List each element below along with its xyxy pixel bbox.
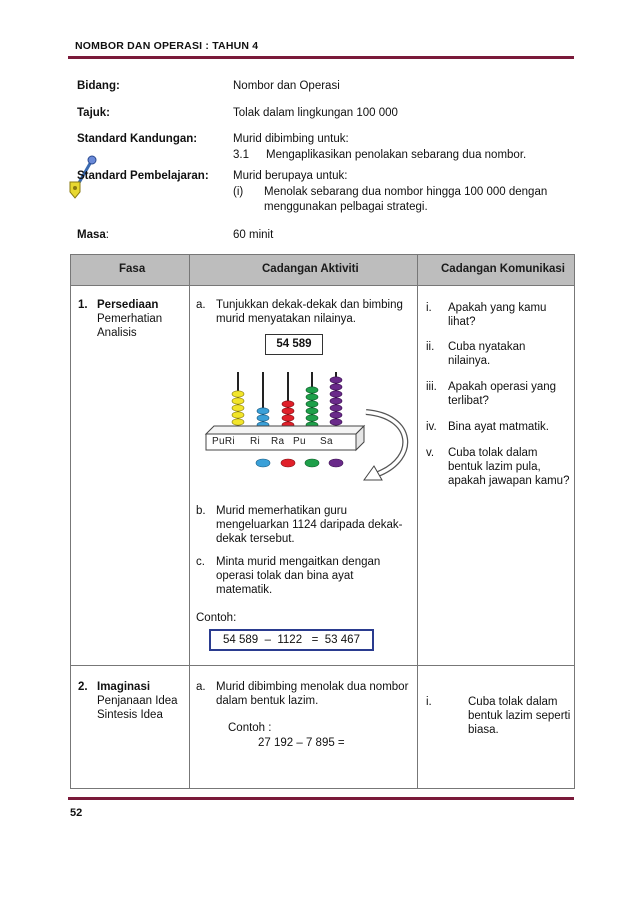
k3-marker: iii. [426,381,437,393]
k2-line2: nilainya. [448,355,491,367]
sp-number: (i) [233,186,244,198]
k3-line1: Apakah operasi yang [448,381,557,393]
row1-contoh: Contoh: [196,612,237,624]
row1-a-marker: a. [196,299,206,311]
row1-b-line1: Murid memerhatikan guru [216,505,348,517]
row1-c-text [216,555,380,597]
table-border-right [574,254,575,789]
row2-fasa-sub2: Sintesis Idea [97,709,163,721]
tajuk-value: Tolak dalam lingkungan 100 000 [233,107,398,119]
k1-line2: lihat? [448,316,476,328]
row2-example: 27 192 – 7 895 = [258,737,345,749]
row2-a-marker: a. [196,681,206,693]
k5-text [448,446,569,488]
row1-fasa-number: 1. [78,299,88,311]
k5-line2: bentuk lazim pula, [448,461,541,473]
row1-c-line1: Minta murid mengaitkan dengan [216,556,381,568]
table-row-divider [70,665,575,666]
k4-marker: iv. [426,421,437,433]
row2-k-line3: biasa. [468,724,499,736]
row2-a-line1: Murid dibimbing menolak dua nombor [216,681,409,693]
abacus-number-box: 54 589 [265,334,323,355]
footer-divider [68,797,574,800]
abacus-label-pu: Pu [293,436,306,447]
row1-c-marker: c. [196,556,205,568]
row1-equation-box: 54 589 – 1122 = 53 467 [209,629,374,651]
abacus-label-sa: Sa [320,436,333,447]
sk-number: 3.1 [233,149,249,161]
row1-b-text [216,504,402,546]
running-header: NOMBOR DAN OPERASI : TAHUN 4 [75,40,259,52]
row1-c-line2: operasi tolak dan bina ayat [216,570,354,582]
row2-k-line2: bentuk lazim seperti [468,710,571,722]
header-divider [68,56,574,59]
table-border-bottom [70,788,575,789]
row1-a-line1: Tunjukkan dekak-dekak dan bimbing [216,299,403,311]
row1-b-line3: dekak tersebut. [216,533,295,545]
row2-fasa-sub1: Penjanaan Idea [97,695,178,707]
row1-a-line2: murid menyatakan nilainya. [216,313,356,325]
header-cadangan-komunikasi: Cadangan Komunikasi [441,263,565,275]
row1-fasa [78,298,88,312]
standard-pembelajaran-label: Standard Pembelajaran: [77,170,209,182]
row2-fasa-text [97,680,178,722]
k5-line1: Cuba tolak dalam [448,447,538,459]
masa-label-text: Masa [77,229,106,241]
masa-value: 60 minit [233,229,274,241]
abacus-illustration [196,366,416,491]
row1-fasa-text [97,298,162,340]
header-fasa: Fasa [119,263,146,275]
abacus-label-ri: Ri [250,436,261,447]
table-border-left [70,254,71,789]
row2-k-text [468,695,570,737]
row2-a-text [216,680,408,708]
sk-statement: Mengaplikasikan penolakan sebarang dua nombor. [266,149,527,161]
k1-line1: Apakah yang kamu [448,302,547,314]
k5-marker: v. [426,447,435,459]
sp-statement-line2: menggunakan pelbagai strategi. [264,201,428,213]
abacus-label-puri: PuRi [212,436,235,447]
tajuk-label: Tajuk: [77,107,111,119]
row2-fasa-title: Imaginasi [97,681,151,693]
page-number: 52 [70,807,83,819]
standard-kandungan-label: Standard Kandungan: [77,133,198,145]
k4-line1: Bina ayat matmatik. [448,421,549,433]
k2-line1: Cuba nyatakan [448,341,526,353]
abacus-label-ra: Ra [271,436,285,447]
k2-marker: ii. [426,341,435,353]
k1-marker: i. [426,302,432,314]
masa-colon: : [105,229,109,241]
k3-line2: terlibat? [448,395,489,407]
row1-fasa-title: Persediaan [97,299,159,311]
row1-b-marker: b. [196,505,206,517]
k3-text [448,380,556,408]
row1-fasa-sub1: Pemerhatian [97,313,163,325]
k5-line3: apakah jawapan kamu? [448,475,570,487]
sk-intro: Murid dibimbing untuk: [233,133,349,145]
table-divider-2 [417,254,418,789]
bidang-label: Bidang: [77,80,120,92]
row2-k-marker: i. [426,696,432,708]
row1-c-line3: matematik. [216,584,273,596]
masa-label [77,229,109,241]
table-divider-1 [189,254,190,789]
row2-contoh: Contoh : [228,722,272,734]
bidang-value: Nombor dan Operasi [233,80,340,92]
row1-b-line2: mengeluarkan 1124 daripada dekak- [216,519,403,531]
row1-a-text [216,298,403,326]
k1-text [448,301,546,329]
row1-fasa-sub2: Analisis [97,327,137,339]
header-cadangan-aktiviti: Cadangan Aktiviti [262,263,359,275]
row2-k-line1: Cuba tolak dalam [468,696,558,708]
sp-intro: Murid berupaya untuk: [233,170,348,182]
sp-statement-line1: Menolak sebarang dua nombor hingga 100 000 dengan [264,186,548,198]
row2-fasa-number: 2. [78,681,88,693]
row2-a-line2: dalam bentuk lazim. [216,695,319,707]
k2-text [448,340,525,368]
